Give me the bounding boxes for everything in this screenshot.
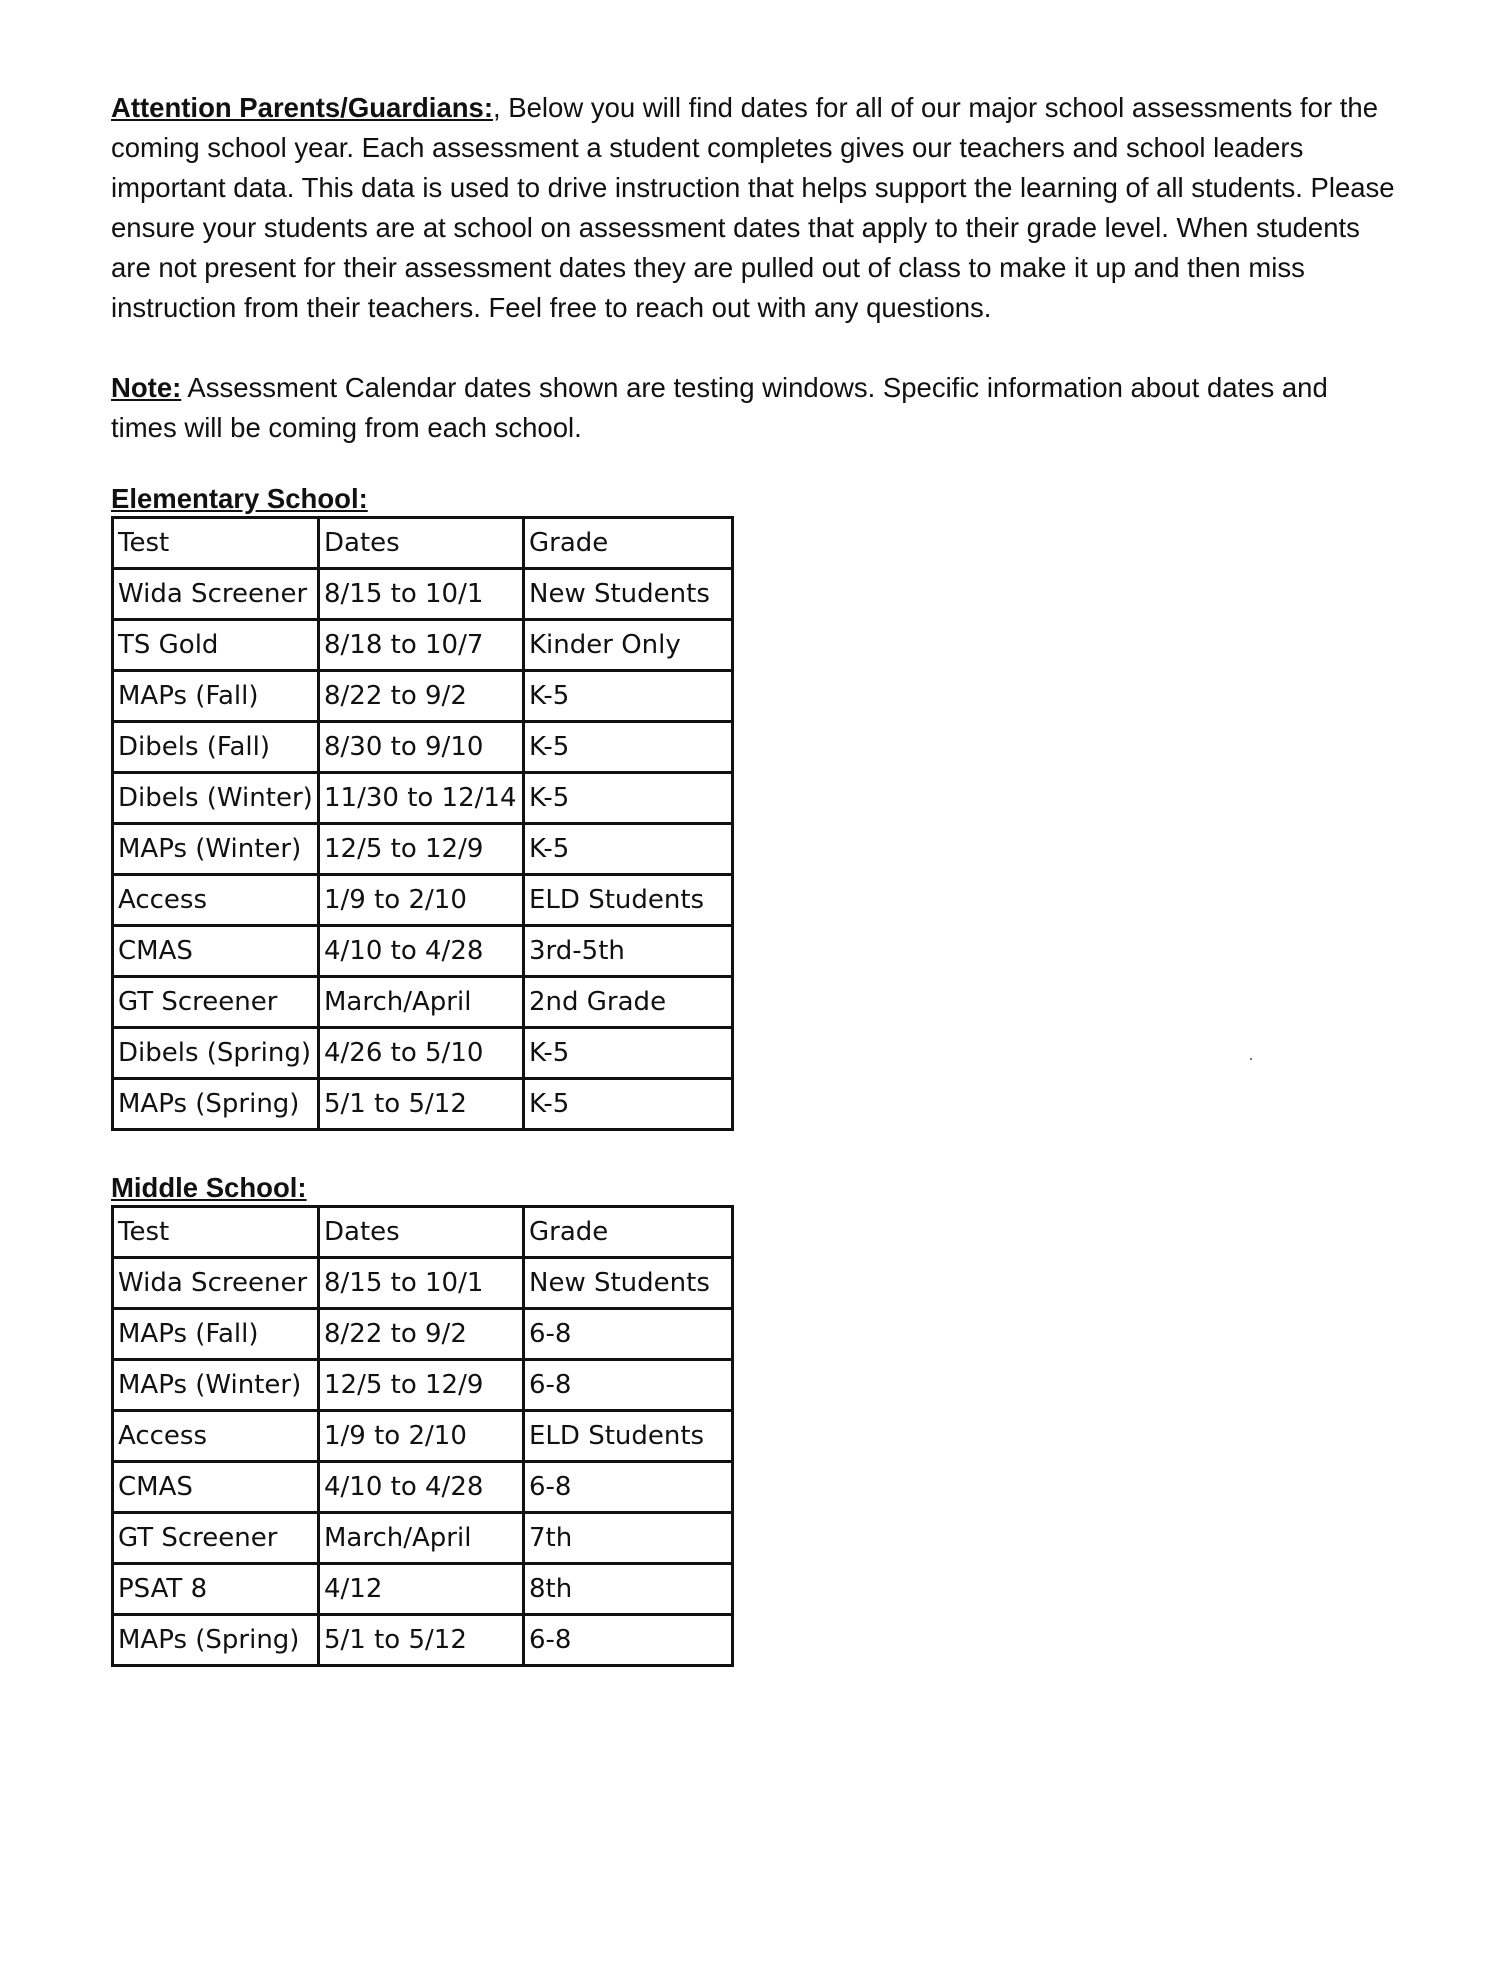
dates-cell: 1/9 to 2/10 bbox=[319, 1411, 524, 1462]
grade-cell: 6-8 bbox=[524, 1309, 733, 1360]
intro-text: , Below you will find dates for all of our major school assessments for the coming school year. Each assessment a student completes gives our teachers and school leaders important data. This data is used to drive instruction that helps support the learning of all students. Please ensure your students are at school on assessment dates that apply to their grade level. When students are not present for their assessment dates they are pulled out of class to make it up and then miss instruction from their teachers. Feel free to reach out with any questions. bbox=[111, 92, 1395, 323]
header-cell: Grade bbox=[524, 1207, 733, 1258]
test-cell: GT Screener bbox=[113, 977, 319, 1028]
note-paragraph bbox=[111, 368, 1401, 448]
test-cell: MAPs (Fall) bbox=[113, 671, 319, 722]
header-cell: Grade bbox=[524, 518, 733, 569]
table-row bbox=[113, 1564, 733, 1615]
grade-cell: K-5 bbox=[524, 722, 733, 773]
test-cell: CMAS bbox=[113, 1462, 319, 1513]
test-cell: MAPs (Spring) bbox=[113, 1615, 319, 1666]
test-cell: MAPs (Winter) bbox=[113, 1360, 319, 1411]
table-row bbox=[113, 569, 733, 620]
dates-cell: 5/1 to 5/12 bbox=[319, 1079, 524, 1130]
test-cell: Dibels (Winter) bbox=[113, 773, 319, 824]
dates-cell: 8/22 to 9/2 bbox=[319, 1309, 524, 1360]
dates-cell: 12/5 to 12/9 bbox=[319, 824, 524, 875]
test-cell: Access bbox=[113, 875, 319, 926]
grade-cell: 8th bbox=[524, 1564, 733, 1615]
intro-paragraph bbox=[111, 88, 1401, 328]
grade-cell: ELD Students bbox=[524, 1411, 733, 1462]
table-row bbox=[113, 1513, 733, 1564]
table-row bbox=[113, 620, 733, 671]
grade-cell: K-5 bbox=[524, 671, 733, 722]
dates-cell: 5/1 to 5/12 bbox=[319, 1615, 524, 1666]
test-cell: Wida Screener bbox=[113, 569, 319, 620]
table-row bbox=[113, 1028, 733, 1079]
middle-table bbox=[111, 1205, 734, 1667]
table-row bbox=[113, 1079, 733, 1130]
grade-cell: K-5 bbox=[524, 824, 733, 875]
dates-cell: 1/9 to 2/10 bbox=[319, 875, 524, 926]
header-cell: Dates bbox=[319, 518, 524, 569]
grade-cell: New Students bbox=[524, 1258, 733, 1309]
note-label: Note: bbox=[111, 372, 182, 403]
grade-cell: New Students bbox=[524, 569, 733, 620]
dates-cell: 8/22 to 9/2 bbox=[319, 671, 524, 722]
table-row bbox=[113, 977, 733, 1028]
table-row bbox=[113, 875, 733, 926]
test-cell: MAPs (Spring) bbox=[113, 1079, 319, 1130]
header-cell: Dates bbox=[319, 1207, 524, 1258]
table-header-row bbox=[113, 1207, 733, 1258]
grade-cell: K-5 bbox=[524, 773, 733, 824]
grade-cell: K-5 bbox=[524, 1028, 733, 1079]
header-cell: Test bbox=[113, 1207, 319, 1258]
table-row bbox=[113, 1309, 733, 1360]
scan-speck bbox=[1250, 1058, 1252, 1060]
test-cell: Dibels (Fall) bbox=[113, 722, 319, 773]
dates-cell: 4/26 to 5/10 bbox=[319, 1028, 524, 1079]
dates-cell: 8/15 to 10/1 bbox=[319, 1258, 524, 1309]
grade-cell: 6-8 bbox=[524, 1615, 733, 1666]
dates-cell: 8/15 to 10/1 bbox=[319, 569, 524, 620]
note-text: Assessment Calendar dates shown are testing windows. Specific information about dates and times will be coming from each school. bbox=[111, 372, 1328, 443]
table-row bbox=[113, 671, 733, 722]
dates-cell: 11/30 to 12/14 bbox=[319, 773, 524, 824]
elementary-heading: Elementary School: bbox=[111, 483, 368, 514]
grade-cell: 6-8 bbox=[524, 1462, 733, 1513]
table-row bbox=[113, 824, 733, 875]
table-row bbox=[113, 1615, 733, 1666]
dates-cell: 8/18 to 10/7 bbox=[319, 620, 524, 671]
document-page bbox=[111, 88, 1395, 1667]
intro-label: Attention Parents/Guardians: bbox=[111, 92, 493, 123]
test-cell: GT Screener bbox=[113, 1513, 319, 1564]
table-row bbox=[113, 1258, 733, 1309]
test-cell: CMAS bbox=[113, 926, 319, 977]
middle-heading: Middle School: bbox=[111, 1172, 307, 1203]
test-cell: TS Gold bbox=[113, 620, 319, 671]
table-row bbox=[113, 1411, 733, 1462]
table-row bbox=[113, 773, 733, 824]
elementary-table bbox=[111, 516, 734, 1131]
grade-cell: 3rd-5th bbox=[524, 926, 733, 977]
table-row bbox=[113, 1462, 733, 1513]
dates-cell: 12/5 to 12/9 bbox=[319, 1360, 524, 1411]
table-header-row bbox=[113, 518, 733, 569]
table-row bbox=[113, 926, 733, 977]
dates-cell: 4/10 to 4/28 bbox=[319, 926, 524, 977]
grade-cell: ELD Students bbox=[524, 875, 733, 926]
grade-cell: Kinder Only bbox=[524, 620, 733, 671]
dates-cell: March/April bbox=[319, 977, 524, 1028]
test-cell: MAPs (Winter) bbox=[113, 824, 319, 875]
dates-cell: 4/10 to 4/28 bbox=[319, 1462, 524, 1513]
grade-cell: 2nd Grade bbox=[524, 977, 733, 1028]
test-cell: Wida Screener bbox=[113, 1258, 319, 1309]
dates-cell: March/April bbox=[319, 1513, 524, 1564]
grade-cell: 6-8 bbox=[524, 1360, 733, 1411]
header-cell: Test bbox=[113, 518, 319, 569]
grade-cell: K-5 bbox=[524, 1079, 733, 1130]
grade-cell: 7th bbox=[524, 1513, 733, 1564]
test-cell: PSAT 8 bbox=[113, 1564, 319, 1615]
test-cell: MAPs (Fall) bbox=[113, 1309, 319, 1360]
test-cell: Dibels (Spring) bbox=[113, 1028, 319, 1079]
table-row bbox=[113, 1360, 733, 1411]
dates-cell: 8/30 to 9/10 bbox=[319, 722, 524, 773]
dates-cell: 4/12 bbox=[319, 1564, 524, 1615]
test-cell: Access bbox=[113, 1411, 319, 1462]
table-row bbox=[113, 722, 733, 773]
